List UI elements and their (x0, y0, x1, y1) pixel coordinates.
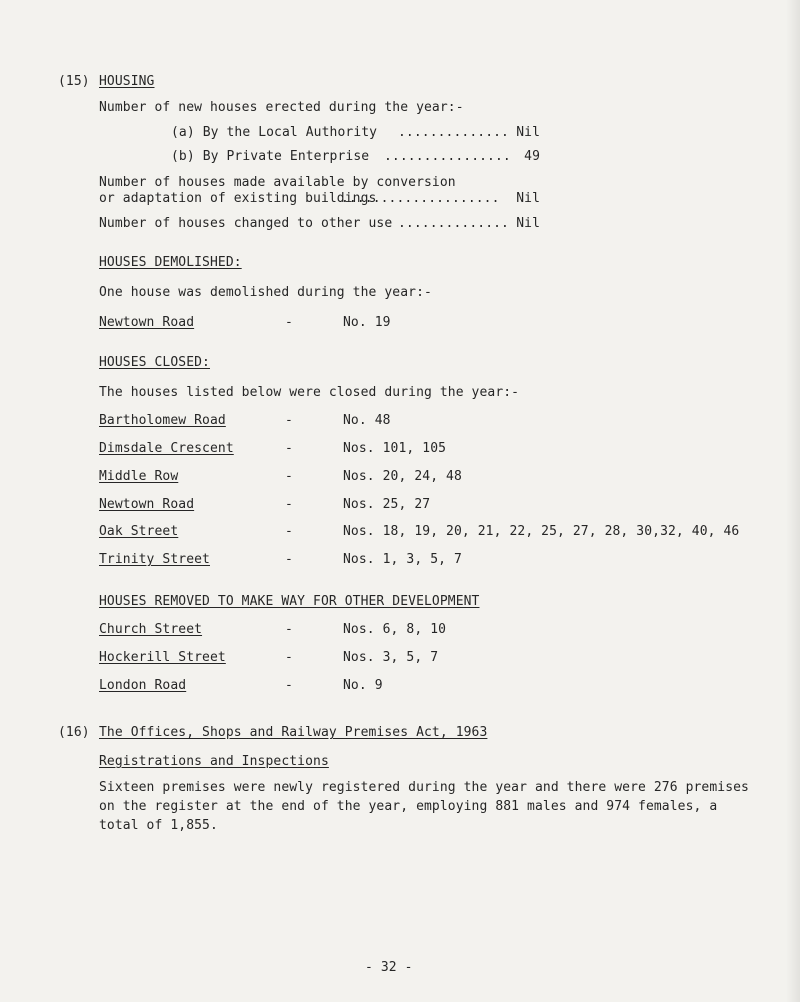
closed-dash: - (285, 497, 293, 512)
local-authority-label: (a) By the Local Authority (171, 125, 378, 140)
removed-street: Hockerill Street (99, 650, 226, 665)
removed-dash: - (285, 678, 293, 693)
section-15-number: (15) (58, 74, 90, 89)
closed-street: Dimsdale Crescent (99, 441, 234, 456)
closed-intro: The houses listed below were closed during the year:- (99, 385, 520, 400)
closed-numbers: Nos. 20, 24, 48 (343, 469, 462, 484)
section-16-paragraph-line-2: on the register at the end of the year, employing 881 males and 974 females, a (99, 799, 718, 814)
conversion-leader: .................... (341, 191, 500, 206)
closed-street: Newtown Road (99, 497, 195, 512)
closed-dash: - (285, 441, 293, 456)
page-number: - 32 - (365, 960, 413, 975)
demolished-heading: HOUSES DEMOLISHED: (99, 255, 242, 270)
changed-use-leader: .............. (398, 216, 509, 231)
demolished-street: Newtown Road (99, 315, 195, 330)
closed-numbers: No. 48 (343, 413, 391, 428)
removed-numbers: Nos. 6, 8, 10 (343, 622, 447, 637)
section-16-paragraph-line-3: total of 1,855. (99, 818, 218, 833)
local-authority-leader: .............. (398, 125, 509, 140)
removed-numbers: Nos. 3, 5, 7 (343, 650, 439, 665)
section-15-heading: HOUSING (99, 74, 155, 89)
removed-heading: HOUSES REMOVED TO MAKE WAY FOR OTHER DEVELOPMENT (99, 594, 480, 609)
demolished-intro: One house was demolished during the year:- (99, 285, 432, 300)
closed-numbers: Nos. 18, 19, 20, 21, 22, 25, 27, 28, 30,32, 40, 46 (343, 524, 740, 539)
changed-use-label: Number of houses changed to other use (99, 216, 393, 231)
removed-street: London Road (99, 678, 187, 693)
local-authority-value: Nil (516, 125, 540, 140)
demolished-dash: - (285, 315, 293, 330)
closed-dash: - (285, 552, 293, 567)
closed-dash: - (285, 413, 293, 428)
section-16-subheading: Registrations and Inspections (99, 754, 329, 769)
closed-dash: - (285, 469, 293, 484)
closed-street: Middle Row (99, 469, 179, 484)
closed-street: Bartholomew Road (99, 413, 226, 428)
removed-numbers: No. 9 (343, 678, 383, 693)
private-enterprise-label: (b) By Private Enterprise (171, 149, 370, 164)
closed-numbers: Nos. 101, 105 (343, 441, 447, 456)
conversion-value: Nil (516, 191, 540, 206)
new-houses-intro: Number of new houses erected during the year:- (99, 100, 464, 115)
closed-numbers: Nos. 1, 3, 5, 7 (343, 552, 462, 567)
removed-dash: - (285, 622, 293, 637)
conversion-line-2: or adaptation of existing buildings (99, 191, 377, 206)
section-16-heading: The Offices, Shops and Railway Premises Act, 1963 (99, 725, 488, 740)
closed-numbers: Nos. 25, 27 (343, 497, 431, 512)
section-16-number: (16) (58, 725, 90, 740)
section-16-paragraph-line-1: Sixteen premises were newly registered during the year and there were 276 premises (99, 780, 749, 795)
closed-street: Trinity Street (99, 552, 210, 567)
demolished-numbers: No. 19 (343, 315, 391, 330)
private-enterprise-leader: ................ (384, 149, 511, 164)
closed-heading: HOUSES CLOSED: (99, 355, 210, 370)
closed-street: Oak Street (99, 524, 179, 539)
page-edge-shadow (786, 0, 800, 1002)
removed-dash: - (285, 650, 293, 665)
conversion-line-1: Number of houses made available by conversion (99, 175, 456, 190)
removed-street: Church Street (99, 622, 203, 637)
private-enterprise-value: 49 (524, 149, 540, 164)
closed-dash: - (285, 524, 293, 539)
changed-use-value: Nil (516, 216, 540, 231)
